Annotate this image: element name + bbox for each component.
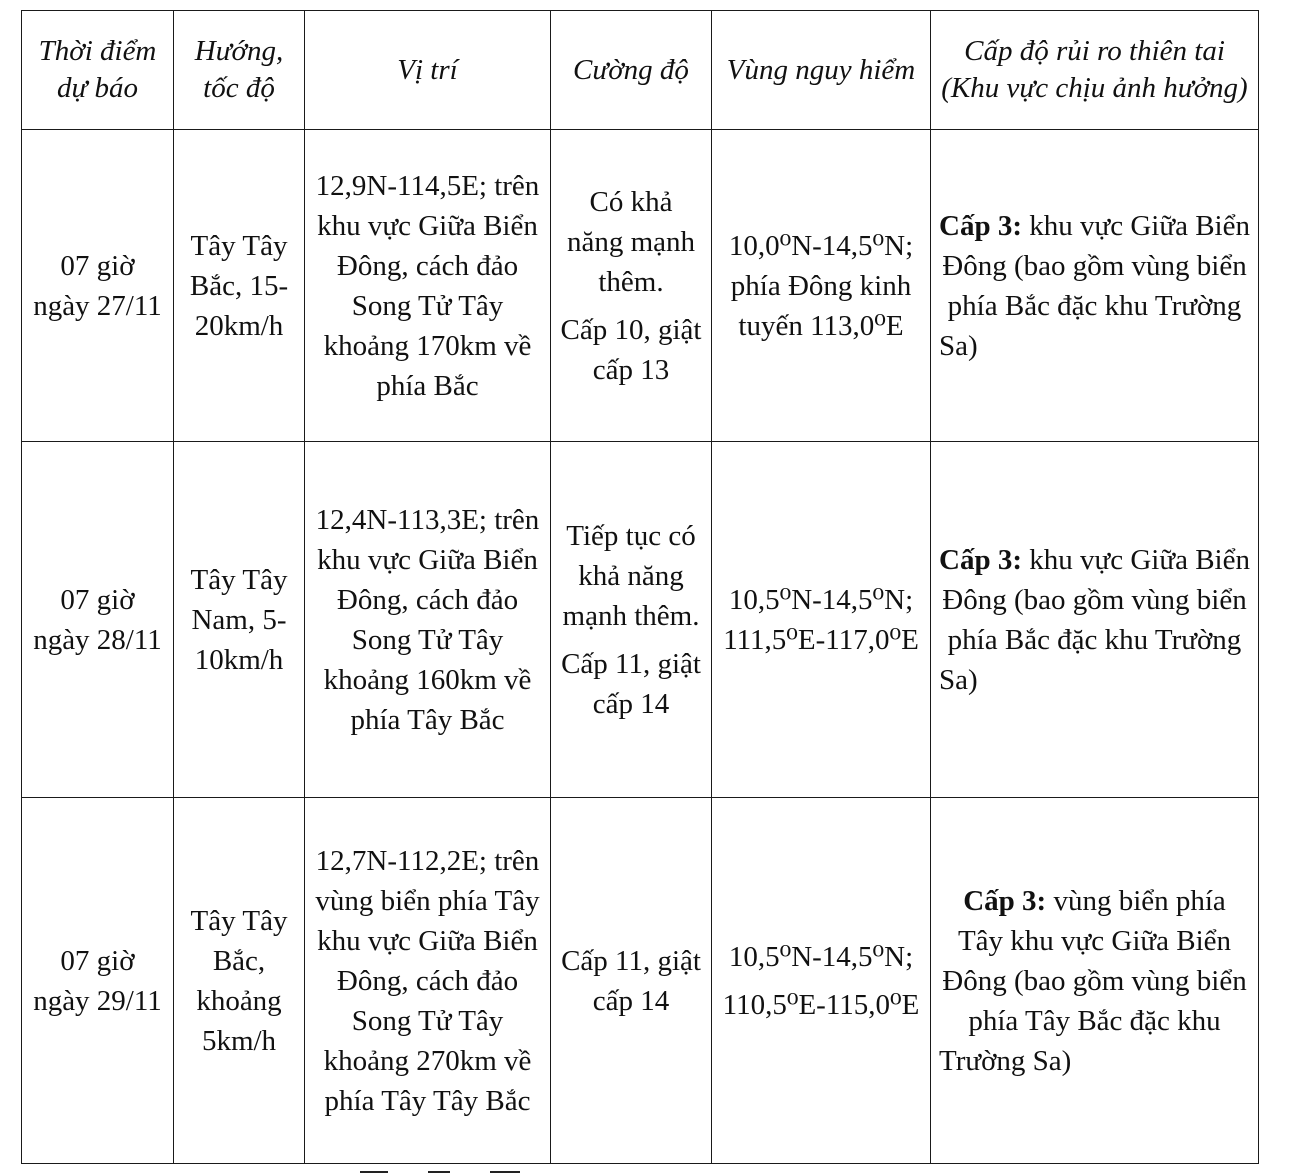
risk-area-text: khu vực Giữa Biển Đông (bao gồm vùng biển phía Bắc đặc khu Trường Sa) xyxy=(939,209,1250,362)
forecast-time-cell: 07 giờ ngày 27/11 xyxy=(22,130,174,442)
danger-zone-cell xyxy=(712,130,931,442)
table-row xyxy=(22,130,1259,442)
header-position: Vị trí xyxy=(305,11,551,130)
danger-zone-latitude: 10,0⁰N-14,5⁰N; phía Đông kinh tuyến 113,0⁰E xyxy=(728,229,914,342)
risk-level-cell xyxy=(931,130,1259,442)
danger-zone-longitude: 111,5⁰E-117,0⁰E xyxy=(723,623,919,656)
header-row xyxy=(22,11,1259,130)
risk-level-cell xyxy=(931,798,1259,1164)
intensity-level: Cấp 11, giật cấp 14 xyxy=(561,647,701,720)
table-row xyxy=(22,798,1259,1164)
danger-zone-latitude: 10,5⁰N-14,5⁰N; xyxy=(728,583,914,616)
risk-area-text: khu vực Giữa Biển Đông (bao gồm vùng biển phía Bắc đặc khu Trường Sa) xyxy=(939,543,1250,696)
intensity-cell xyxy=(551,130,712,442)
risk-level-label: Cấp 3: xyxy=(963,884,1047,917)
cropped-text-fragment xyxy=(360,1161,780,1173)
position-cell: 12,7N-112,2E; trên vùng biển phía Tây khu vực Giữa Biển Đông, cách đảo Song Tử Tây khoảng 270km về phía Tây Tây Bắc xyxy=(305,798,551,1164)
intensity-note: Tiếp tục có khả năng mạnh thêm. xyxy=(562,519,700,632)
storm-forecast-table xyxy=(21,10,1259,1164)
risk-level-label: Cấp 3: xyxy=(939,209,1023,242)
danger-zone-cell xyxy=(712,798,931,1164)
position-cell: 12,9N-114,5E; trên khu vực Giữa Biển Đông, cách đảo Song Tử Tây khoảng 170km về phía Bắc xyxy=(305,130,551,442)
header-intensity: Cường độ xyxy=(551,11,712,130)
header-direction-speed: Hướng, tốc độ xyxy=(174,11,305,130)
intensity-level: Cấp 10, giật cấp 13 xyxy=(560,313,702,386)
direction-cell: Tây Tây Bắc, 15-20km/h xyxy=(174,130,305,442)
table-row xyxy=(22,442,1259,798)
danger-zone-latitude: 10,5⁰N-14,5⁰N; xyxy=(728,940,914,973)
intensity-cell xyxy=(551,442,712,798)
intensity-level: Cấp 11, giật cấp 14 xyxy=(561,944,701,1017)
intensity-note: Có khả năng mạnh thêm. xyxy=(566,185,696,298)
direction-cell: Tây Tây Bắc, khoảng 5km/h xyxy=(174,798,305,1164)
forecast-time-cell: 07 giờ ngày 29/11 xyxy=(22,798,174,1164)
risk-level-cell xyxy=(931,442,1259,798)
header-danger-zone: Vùng nguy hiểm xyxy=(712,11,931,130)
header-forecast-time: Thời điểm dự báo xyxy=(22,11,174,130)
position-cell: 12,4N-113,3E; trên khu vực Giữa Biển Đông, cách đảo Song Tử Tây khoảng 160km về phía Tây Bắc xyxy=(305,442,551,798)
intensity-cell xyxy=(551,798,712,1164)
danger-zone-cell xyxy=(712,442,931,798)
forecast-time-cell: 07 giờ ngày 28/11 xyxy=(22,442,174,798)
direction-cell: Tây Tây Nam, 5-10km/h xyxy=(174,442,305,798)
header-disaster-risk-level: Cấp độ rủi ro thiên tai (Khu vực chịu ảnh hưởng) xyxy=(931,11,1259,130)
risk-level-label: Cấp 3: xyxy=(939,543,1023,576)
risk-area-text: vùng biển phía Tây khu vực Giữa Biển Đông (bao gồm vùng biển phía Tây Bắc đặc khu Trường Sa) xyxy=(939,884,1247,1077)
danger-zone-longitude: 110,5⁰E-115,0⁰E xyxy=(722,988,920,1021)
